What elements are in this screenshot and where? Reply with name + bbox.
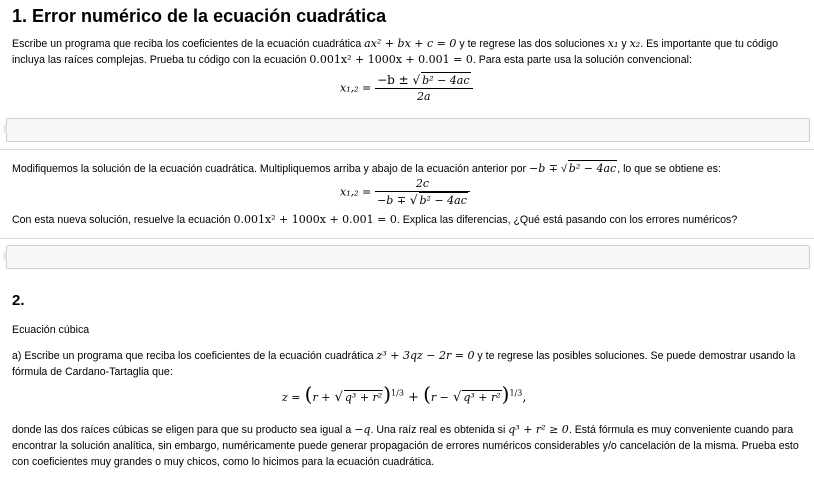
para-b-text: y te regrese las posibles soluciones. Se puede demostrar usando la fórmula de Cardano-Tartaglia que: — [12, 350, 796, 378]
formula-conventional — [340, 72, 473, 104]
formula1-fraction: $\frac{\text{−b ± √ b² − 4ac}}{2a}$ — [375, 72, 472, 104]
section-1-para-2: Modifiquemos la solución de la ecuación cuadrática. Multipliquemos arriba y abajo de la ecuación anterior por −b ∓ √ b² − 4ac, lo que se obtiene es: — [12, 162, 721, 175]
cardano-radicand-2: q³ + r² — [463, 391, 501, 404]
cardano-lhs: z = — [282, 391, 301, 404]
intro-text-d: . Para esta parte usa la solución convencional: — [472, 54, 692, 66]
intro-text-b: y te regrese las dos soluciones — [459, 38, 605, 50]
para2-text-a: Modifiquemos la solución de la ecuación cuadrática. Multipliquemos arriba y abajo de la ecuación anterior por — [12, 163, 527, 175]
section-2-para-a — [12, 348, 802, 380]
para-e-text: . Está fórmula es muy conveniente cuando para encontrar la solución analítica, sin embargo, numéricamente puede generar propagación de errores numéricos considerables y/o cancelación de la misma. Prueba esto con coeficientes muy grandes o muy chicos, como lo hicimos para la ecuación cuadrática. — [12, 424, 799, 468]
real-root-condition: q³ + r² ≥ 0 — [508, 423, 569, 436]
cardano-end: , — [522, 390, 527, 405]
para2-radicand: b² − 4ac — [568, 162, 617, 175]
para-a-text: a) Escribe un programa que reciba los coeficientes de la ecuación cuadrática — [12, 350, 374, 362]
formula1-num: −b ± — [377, 73, 409, 87]
cardano-term-2: r − — [430, 391, 449, 404]
section-2-para-c — [12, 422, 802, 470]
para-d-text: . Una raíz real es obtenida si — [370, 424, 506, 436]
test-equation: 0.001x² + 1000x + 0.001 = 0 — [309, 53, 473, 66]
cell-divider — [0, 238, 814, 239]
formula2-fraction: $\frac{2c}{\text{−b ∓ √ b² − 4ac}}$ — [375, 176, 470, 208]
cell-divider — [0, 149, 814, 150]
section-1-intro — [12, 36, 802, 68]
code-cell-1[interactable] — [6, 118, 810, 142]
section-2-title: 2. — [12, 292, 25, 309]
formula1-den: 2a — [417, 90, 431, 103]
formula2-num: 2c — [375, 176, 470, 192]
para2-text-b: , lo que se obtiene es: — [617, 163, 721, 175]
section-1-para-3 — [12, 212, 802, 228]
cardano-exponent-2: 1/3 — [509, 388, 523, 398]
intro-text-c: . Es importante que tu código incluya las raíces complejas. Prueba tu código con la ecuación — [12, 38, 779, 66]
intro-y: y — [621, 38, 627, 50]
para-c-text: donde las dos raíces cúbicas se eligen para que su producto sea igual a — [12, 424, 352, 436]
formula2-lhs: x₁,₂ = — [340, 185, 372, 199]
para3-text-a: Con esta nueva solución, resuelve la ecuación — [12, 214, 231, 226]
cardano-radicand-1: q³ + r² — [344, 391, 383, 404]
code-cell-2[interactable] — [6, 245, 810, 269]
section-1-title: 1. Error numérico de la ecuación cuadrática — [12, 6, 387, 26]
formula1-lhs: x₁,₂ = — [340, 81, 372, 95]
cardano-term-1: r + — [312, 391, 331, 404]
para2-expr: −b ∓ — [529, 162, 559, 175]
formula2-den: −b ∓ — [377, 194, 407, 207]
quadratic-equation: ax² + bx + c = 0 — [364, 37, 457, 50]
formula1-radicand: b² − 4ac — [422, 74, 470, 87]
cardano-exponent-1: 1/3 — [391, 388, 404, 398]
para3-text-b: . Explica las diferencias, ¿Qué está pasando con los errores numéricos? — [396, 214, 738, 226]
section-2-subtitle: Ecuación cúbica — [12, 324, 90, 336]
para3-equation: 0.001x² + 1000x + 0.001 = 0 — [233, 213, 397, 226]
intro-text-a: Escribe un programa que reciba los coeficientes de la ecuación cuadrática — [12, 38, 362, 50]
x1-symbol: x₁ — [607, 37, 619, 50]
neg-q: −q — [354, 423, 371, 436]
cubic-equation: z³ + 3qz − 2r = 0 — [376, 349, 475, 362]
formula-modified — [340, 176, 470, 208]
cardano-plus: + — [408, 390, 419, 405]
formula-cardano: z = (r + √ q³ + r²)$^{1/3}$ + (r − √ q³ + r²)$^{1/3}$, — [282, 382, 527, 406]
formula2-radicand: b² − 4ac — [419, 194, 467, 207]
x2-symbol: x₂ — [629, 37, 641, 50]
